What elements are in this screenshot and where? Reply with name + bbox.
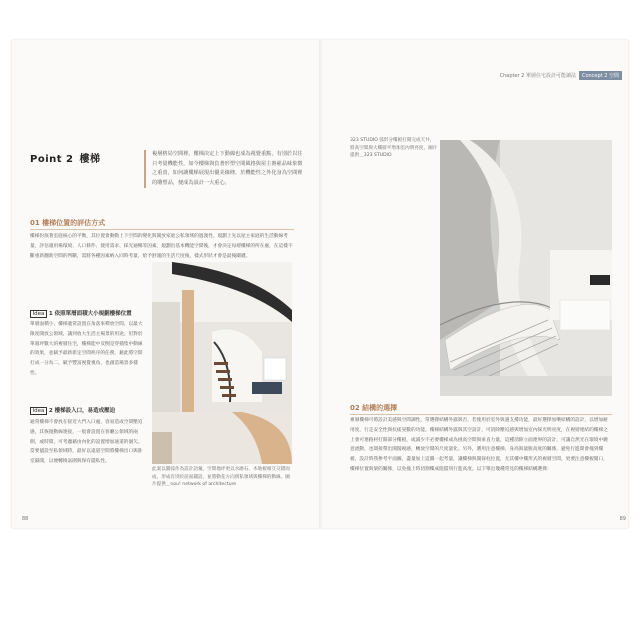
point-label: Point 2: [30, 154, 74, 165]
chapter-tag: Concept 2 空間: [579, 71, 622, 80]
staircase-photo-left: [152, 262, 292, 464]
section-body-01: 樓梯扮演著室庭核心的平衡，其位置會動動上下空間的變化與開放家庭公私領域的過渡性。規劃上先以屋主家庭的生活動線考量，評估適用場環境、人口條件、使用需求、採光通暢等因素，規劃出基本機能空間後，才會決定每層樓梯的所在處，在這樣不斷重新翻新空間的判斷，需將各種因素納入同時考量，給予舒適的生活尺度後，樣式形狀才會是最後關鍵。: [30, 234, 293, 259]
breadcrumb: Chapter 2 單層住宅設計可能讀法: [499, 73, 576, 79]
point-title: 樓梯: [79, 154, 101, 165]
section-rule-01: [30, 229, 294, 230]
point-heading: [30, 150, 100, 165]
idea1-body: 單層面積小，樓梯適常設置在角落來釋放空間，以最大限度開放公領域，讓到放大生活主場景的用途。但對於單層坪數大的複層住宅，樓梯能中反倒是穿插集中動線的效果，並賦予最新新定空間秩序的任務，藉此將空間打成一分為二，賦予豐富視覺視角，也創造場景多樣性。: [30, 322, 143, 376]
caption-left: 此案以圓弧作為設計語彙，空間地坪更以水磨石、木地板相互交錯而成，形成有別於前面鋪設，並將動花方向別私領域與樓梯的動線。圖片提供＿nou! network of architecture: [152, 467, 290, 487]
idea1-tag: Idea: [30, 310, 47, 318]
book-gutter: [319, 40, 323, 528]
intro-paragraph: 複層格局空間裡，樓梯決定上下動線也成為視覺重點，有別於以往只考量機能性，如今樓梯與負著形塑空間風格與屋主審慈品味象徵之重責，如何讓樓梯展現出優美線條，於機能性之外化身為空間裡的雕塑品，便成為設計一大重心。: [144, 150, 304, 188]
idea2-heading: [30, 406, 115, 414]
idea2-body: 通常樓梯不會放在接近大門入口處，容易造成空間壓迫感，其恢復動線連接，一般會設置在客廳公領域的兩側，或時間，可考慮藉由內化的設置增加通道的個欠。當要儘設至私領域時，最好以遠道空間將樓梯出口與卧室隔開，以便轉換氣圍與保有隱私性。: [30, 420, 143, 465]
caption-right: 323 STUDIO 弧形分樓板打開完成天井，將高空間與大樓層平增加室內明亮度，圖片提供＿323 STUDIO: [350, 138, 438, 158]
section-body-02: 複層樓梯可將設計美感與空間調性。常選擇結構外露與否，若使用於室外與遇支撐功能，最好選擇加樂結構的設計，以增加耐用度，行走安全性與抗搖晃數的功能。樓梯結構外露與其空設計，可消除壓迫感與增加室內採光明亮度，在複層連結的樓梯之上會可連路材打開部分樓板，或減少不必要樓梯成為挑高空間與垂直力量，這種消除立面連界的設計，可讓自然光在環境中鏈意流動，也間接帶出開闊視感，轉放空間的尺度量化。另外，選用注意樓梯，身高與量脫高度的關係，避免行進間會撞到樓板，設計時我參考平面圖，盡量加上這圓一起考量，讓樓梯與開採柱位置，尤其樓中樓形式的複層空間，更要注意樓板開口，樓梯位置與梁的關係，以免撞上時切割樓成阻擋到行進高度。以下舉出幾種常見的樓梯結構選擇：: [350, 418, 608, 472]
page-number-right: 89: [619, 516, 626, 522]
section-heading-02: 02 結構的選擇: [350, 404, 398, 412]
idea1-title: 1 依照單層面積大小規劃樓梯位置: [48, 311, 132, 317]
idea2-tag: Idea: [30, 407, 47, 415]
idea1-heading: [30, 309, 132, 317]
section-rule-02: [350, 414, 612, 415]
running-header: [500, 71, 622, 80]
staircase-photo-right: [440, 140, 612, 396]
page-number-left: 88: [22, 516, 29, 522]
idea2-title: 2 樓梯設入口，易造成壓迫: [48, 408, 116, 414]
section-heading-01: 01 樓梯位置的評估方式: [30, 219, 106, 227]
